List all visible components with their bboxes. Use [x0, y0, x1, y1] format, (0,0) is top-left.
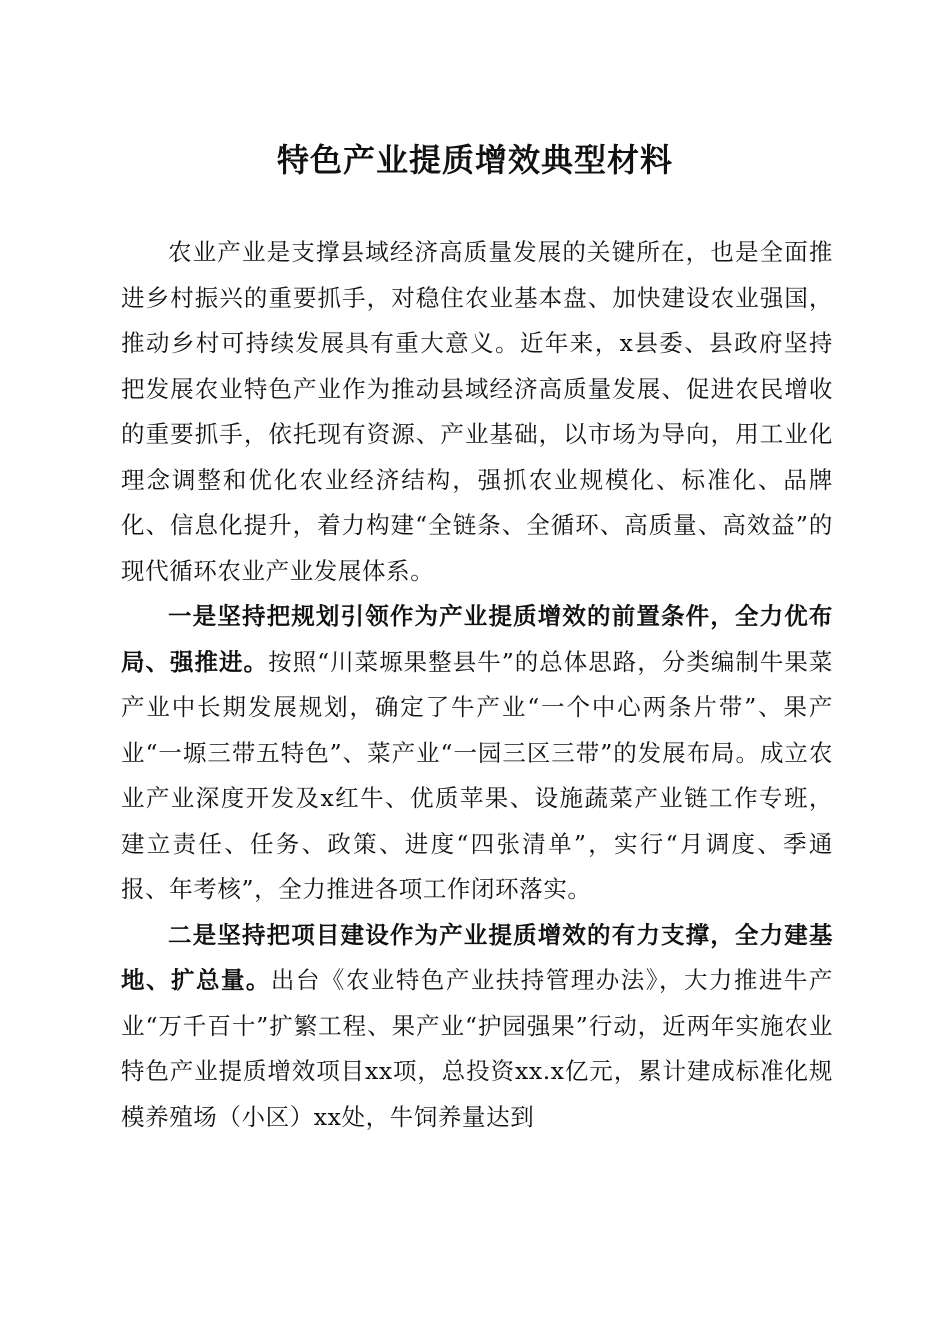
document-title: 特色产业提质增效典型材料 [276, 141, 673, 179]
paragraph-text: 按照“川菜塬果整县牛”的总体思路，分类编制牛果菜产业中长期发展规划，确定了牛产业“一个中心两条片带”、果产业“一塬三带五特色”、菜产业“一园三区三带”的发展布局。成立农业产业深度开发及x红牛、优质苹果、设施蔬菜产业链工作专班，建立责任、任务、政策、进度“四张清单”，实行“月调度、季通报、年考核”，全力推进各项工作闭环落实。 [121, 647, 833, 903]
paragraph-projects [121, 913, 833, 1141]
paragraph-text: 出台《农业特色产业扶持管理办法》，大力推进牛产业“万千百十”扩繁工程、果产业“护园强果”行动，近两年实施农业特色产业提质增效项目xx项，总投资xx.x亿元，累计建成标准化规模养殖场（小区）xx处，牛饲养量达到 [121, 966, 833, 1131]
paragraph-planning [121, 594, 833, 913]
document-body [121, 230, 833, 1140]
paragraph-text: 农业产业是支撑县域经济高质量发展的关键所在，也是全面推进乡村振兴的重要抓手，对稳住农业基本盘、加快建设农业强国，推动乡村可持续发展具有重大意义。近年来，x县委、县政府坚持把发展农业特色产业作为推动县域经济高质量发展、促进农民增收的重要抓手，依托现有资源、产业基础，以市场为导向，用工业化理念调整和优化农业经济结构，强抓农业规模化、标准化、品牌化、信息化提升，着力构建“全链条、全循环、高质量、高效益”的现代循环农业产业发展体系。 [121, 238, 833, 585]
paragraph-lead: 一是坚持把规划引领作为产业提质增效的前置条件，全力优布局、强推进。 [121, 602, 833, 676]
paragraph-intro [121, 230, 833, 594]
paragraph-lead: 二是坚持把项目建设作为产业提质增效的有力支撑，全力建基地、扩总量。 [121, 920, 833, 994]
